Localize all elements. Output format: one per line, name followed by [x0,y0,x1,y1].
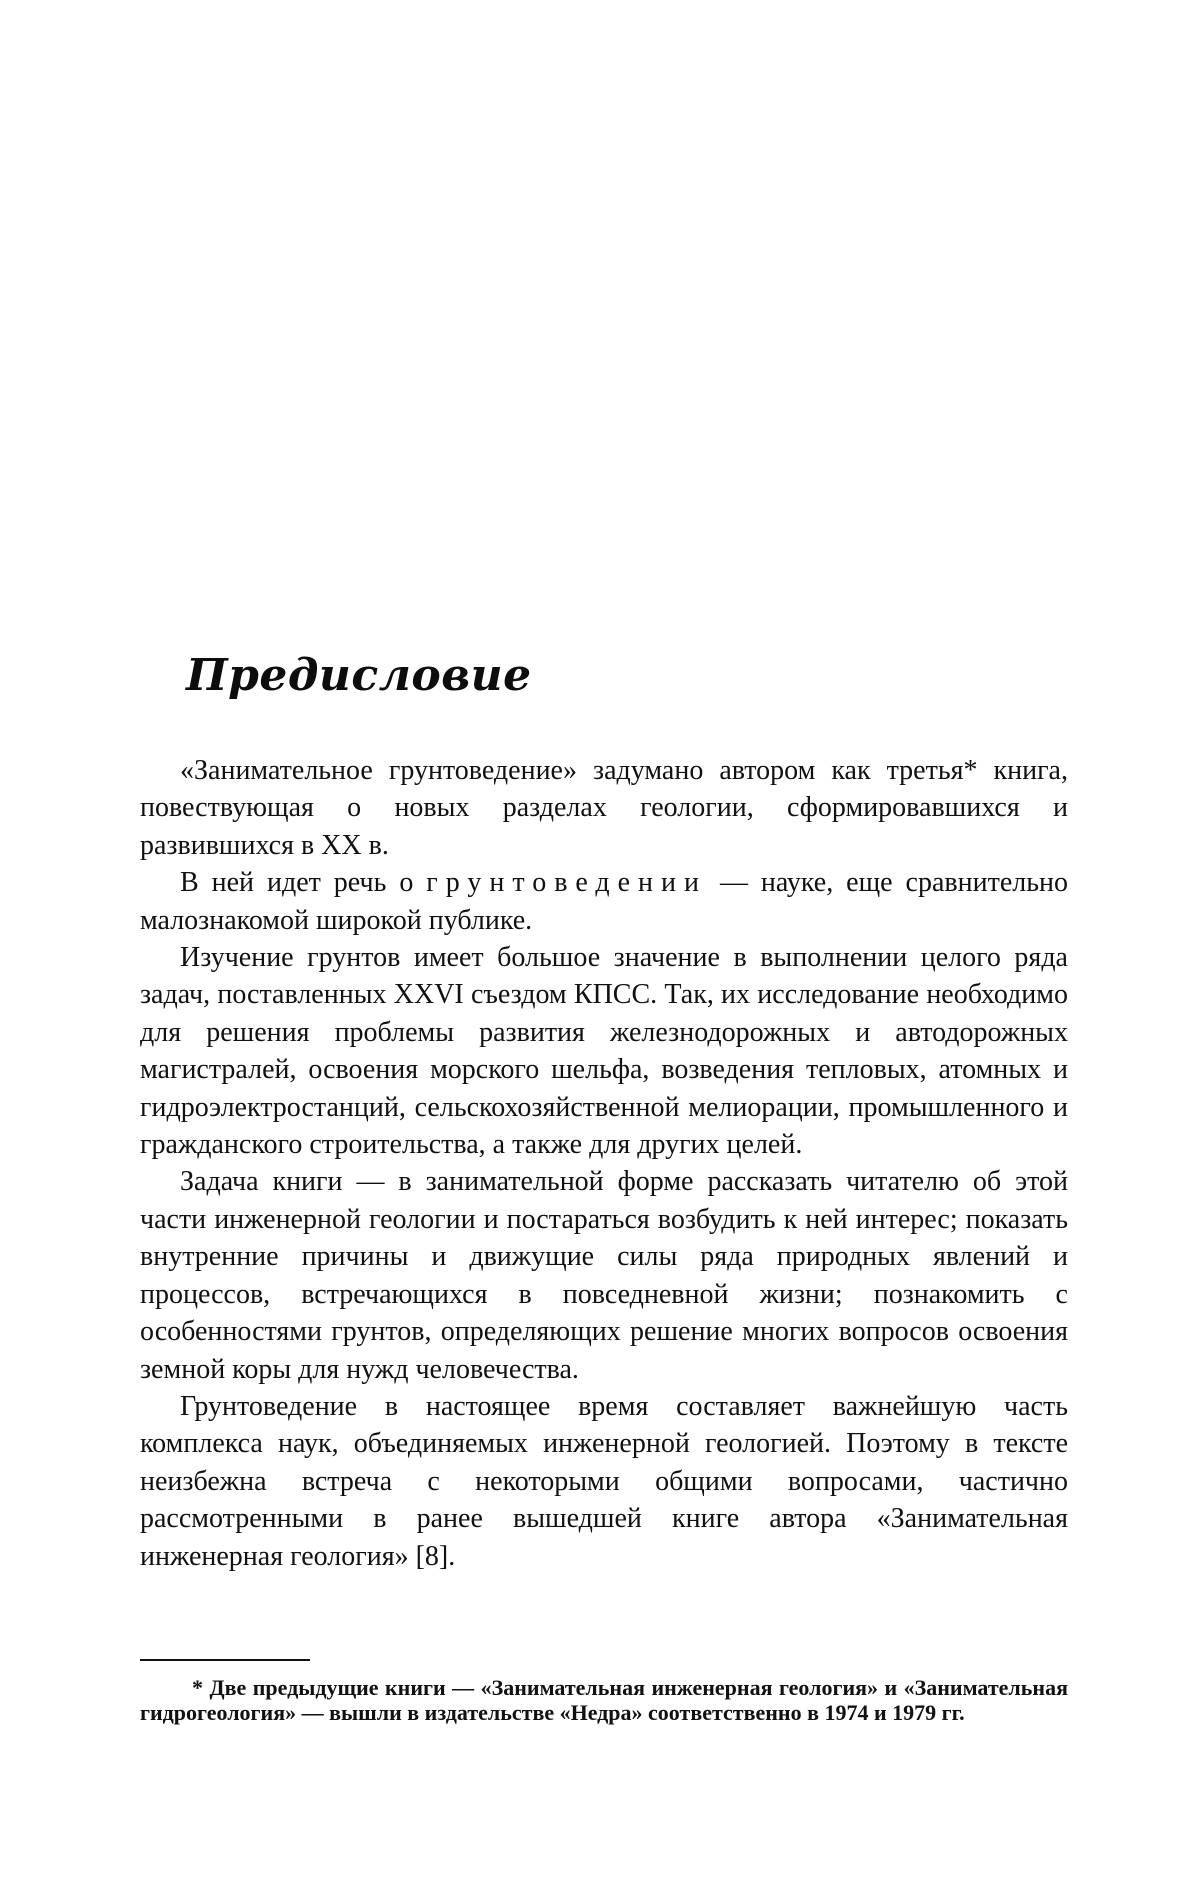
footnote-divider [140,1659,310,1661]
body-text [140,752,1068,1575]
chapter-heading: Предисловие [186,650,532,701]
emphasized-term: грунтоведении [426,867,708,899]
footnote: * Две предыдущие книги — «Занимательная инженерная геология» и «Занимательная гидрогеология» — вышли в издательстве «Недра» соответственно в 1974 и 1979 гг. [140,1675,1068,1725]
paragraph-intro: «Занимательное грунтоведение» задумано автором как третья* книга, повествующая о новых разделах геологии, сформировавшихся и развившихся в XX в. [140,755,1068,861]
paragraph-subject-tail: — науке, еще сравнительно малознакомой широкой публике. [140,867,1068,936]
paragraph-subject-lead: В ней идет речь о [180,867,427,899]
paragraph-context: Грунтоведение в настоящее время составляет важнейшую часть комплекса наук, объединяемых инженерной геологией. Поэтому в тексте неизбежна встреча с некоторыми общими вопросами, частично рассмотренными в ранее вышедшей книге автора «Занимательная инженерная геология» [8]. [140,1390,1068,1572]
paragraph-importance: Изучение грунтов имеет большое значение в выполнении целого ряда задач, поставленных XXVI съездом КПСС. Так, их исследование необходимо для решения проблемы развития железнодорожных и автодорожных магистралей, освоения морского шельфа, возведения тепловых, атомных и гидроэлектростанций, сельскохозяйственной мелиорации, промышленного и гражданского строительства, а также для других целей. [140,942,1068,1161]
paragraph-subject [140,864,1068,939]
paragraph-goal: Задача книги — в занимательной форме рассказать читателю об этой части инженерной геологии и постараться возбудить к ней интерес; показать внутренние причины и движущие силы ряда природных явлений и процессов, встречающихся в повседневной жизни; познакомить с особенностями грунтов, определяющих решение многих вопросов освоения земной коры для нужд человечества. [140,1166,1068,1385]
